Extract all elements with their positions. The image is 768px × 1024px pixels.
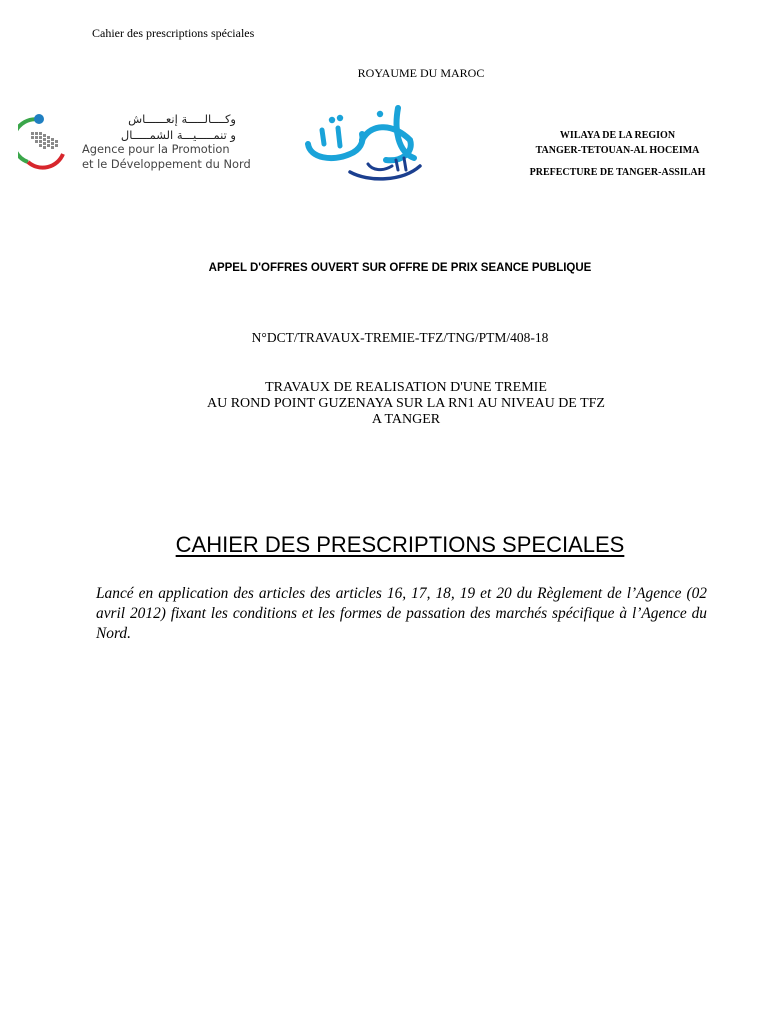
administration-block bbox=[500, 128, 735, 180]
works-line: AU ROND POINT GUZENAYA SUR LA RN1 AU NIVEAU DE TFZ bbox=[207, 396, 605, 411]
map-circle-logo-icon bbox=[18, 110, 68, 172]
works-line: TRAVAUX DE REALISATION D'UNE TREMIE bbox=[265, 380, 547, 395]
document-title bbox=[0, 532, 768, 558]
tanger-calligraphy-logo-icon bbox=[302, 100, 432, 186]
works-description bbox=[0, 380, 768, 428]
document-title-text: CAHIER DES PRESCRIPTIONS SPECIALES bbox=[175, 532, 625, 557]
works-line: A TANGER bbox=[371, 412, 441, 427]
agency-name-line: Agence pour la Promotion bbox=[82, 142, 230, 156]
intro-paragraph: Lancé en application des articles des articles 16, 17, 18, 19 et 20 du Règlement de l’Agence (02 avril 2012) fixant les conditions et les formes de passation des marchés spécifique à l’Agence du Nord. bbox=[96, 585, 707, 642]
agency-name bbox=[82, 142, 251, 172]
administration-line: TANGER-TETOUAN-AL HOCEIMA bbox=[535, 145, 700, 156]
administration-line: WILAYA DE LA REGION bbox=[559, 130, 676, 141]
kingdom-heading: ROYAUME DU MAROC bbox=[357, 66, 485, 80]
tender-type: APPEL D'OFFRES OUVERT SUR OFFRE DE PRIX SEANCE PUBLIQUE bbox=[208, 262, 592, 274]
agency-arabic-name bbox=[82, 111, 236, 143]
administration-line: PREFECTURE DE TANGER-ASSILAH bbox=[529, 167, 706, 178]
tender-reference: N°DCT/TRAVAUX-TREMIE-TFZ/TNG/PTM/408-18 bbox=[251, 330, 549, 345]
agency-name-line: et le Développement du Nord bbox=[82, 157, 251, 171]
running-header: Cahier des prescriptions spéciales bbox=[92, 26, 255, 40]
agency-arabic-line: و تنمـــــيـــة الشمـــــال bbox=[120, 128, 236, 142]
agency-arabic-line: وكــــالـــــة إنعــــــاش bbox=[128, 112, 236, 126]
